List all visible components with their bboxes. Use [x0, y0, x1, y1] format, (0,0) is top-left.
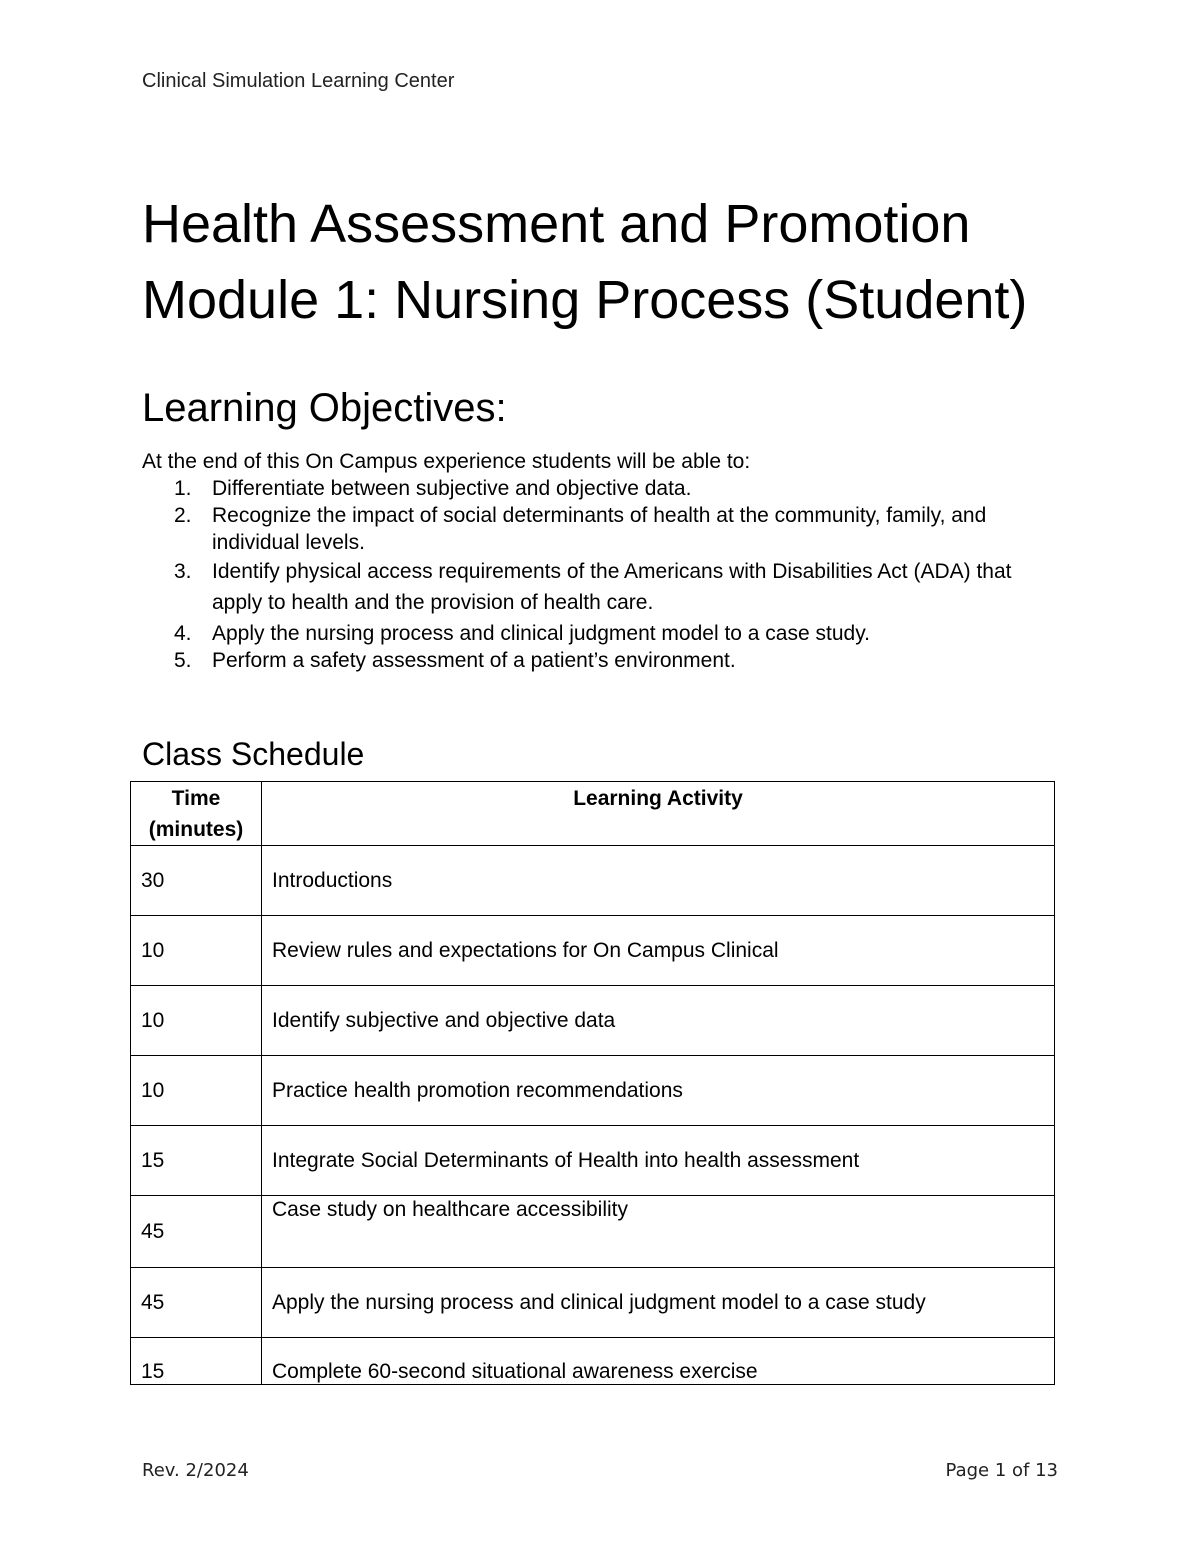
objective-item — [142, 620, 1062, 647]
class-schedule-table — [130, 781, 1055, 1385]
page-header: Clinical Simulation Learning Center — [142, 70, 455, 92]
activity-cell: Introductions — [262, 846, 1055, 916]
activity-cell: Apply the nursing process and clinical judgment model to a case study — [262, 1268, 1055, 1338]
time-cell: 45 — [131, 1268, 262, 1338]
objective-text: Perform a safety assessment of a patient’s environment. — [212, 649, 736, 672]
title-line-1: Health Assessment and Promotion — [142, 194, 971, 254]
table-row — [131, 1268, 1055, 1338]
objectives-intro: At the end of this On Campus experience students will be able to: — [142, 450, 751, 473]
objective-number: 4. — [174, 622, 192, 645]
table-row — [131, 1126, 1055, 1196]
table-row — [131, 1056, 1055, 1126]
table-header-row — [131, 782, 1055, 846]
objective-item — [142, 556, 1062, 618]
time-cell: 15 — [131, 1338, 262, 1385]
activity-cell: Case study on healthcare accessibility — [262, 1196, 1055, 1268]
objective-number: 2. — [174, 504, 192, 527]
activity-column-header: Learning Activity — [262, 782, 1055, 846]
table-row — [131, 1338, 1055, 1385]
table-row — [131, 916, 1055, 986]
time-cell: 10 — [131, 986, 262, 1056]
time-cell: 15 — [131, 1126, 262, 1196]
objective-text: Differentiate between subjective and objective data. — [212, 477, 692, 500]
time-cell: 30 — [131, 846, 262, 916]
objective-text: Apply the nursing process and clinical judgment model to a case study. — [212, 622, 870, 645]
time-cell: 10 — [131, 1056, 262, 1126]
time-header-line-1: Time — [171, 787, 221, 810]
time-column-header — [131, 782, 262, 846]
learning-objectives-heading: Learning Objectives: — [142, 386, 507, 430]
time-header-line-2: (minutes) — [148, 818, 244, 841]
table-row — [131, 846, 1055, 916]
objectives-list — [142, 475, 1062, 674]
objective-number: 5. — [174, 649, 192, 672]
activity-cell: Review rules and expectations for On Campus Clinical — [262, 916, 1055, 986]
revision-footer: Rev. 2/2024 — [142, 1460, 249, 1481]
objective-text: Identify physical access requirements of the Americans with Disabilities Act (ADA) that apply to health and the provision of health care. — [212, 560, 1012, 614]
objective-item — [142, 502, 1062, 556]
activity-cell: Integrate Social Determinants of Health into health assessment — [262, 1126, 1055, 1196]
table-row — [131, 986, 1055, 1056]
objective-item — [142, 475, 1062, 502]
page-number-footer: Page 1 of 13 — [945, 1460, 1058, 1481]
time-cell: 10 — [131, 916, 262, 986]
objective-number: 3. — [174, 560, 192, 583]
class-schedule-heading: Class Schedule — [142, 736, 365, 772]
activity-cell: Complete 60-second situational awareness exercise — [262, 1338, 1055, 1385]
activity-cell: Practice health promotion recommendations — [262, 1056, 1055, 1126]
time-cell: 45 — [131, 1196, 262, 1268]
table-row — [131, 1196, 1055, 1268]
title-line-2: Module 1: Nursing Process (Student) — [142, 270, 1028, 330]
objective-text: Recognize the impact of social determinants of health at the community, family, and individual levels. — [212, 504, 987, 554]
objective-item — [142, 647, 1062, 674]
activity-cell: Identify subjective and objective data — [262, 986, 1055, 1056]
document-title — [142, 186, 1027, 338]
objective-number: 1. — [174, 477, 192, 500]
